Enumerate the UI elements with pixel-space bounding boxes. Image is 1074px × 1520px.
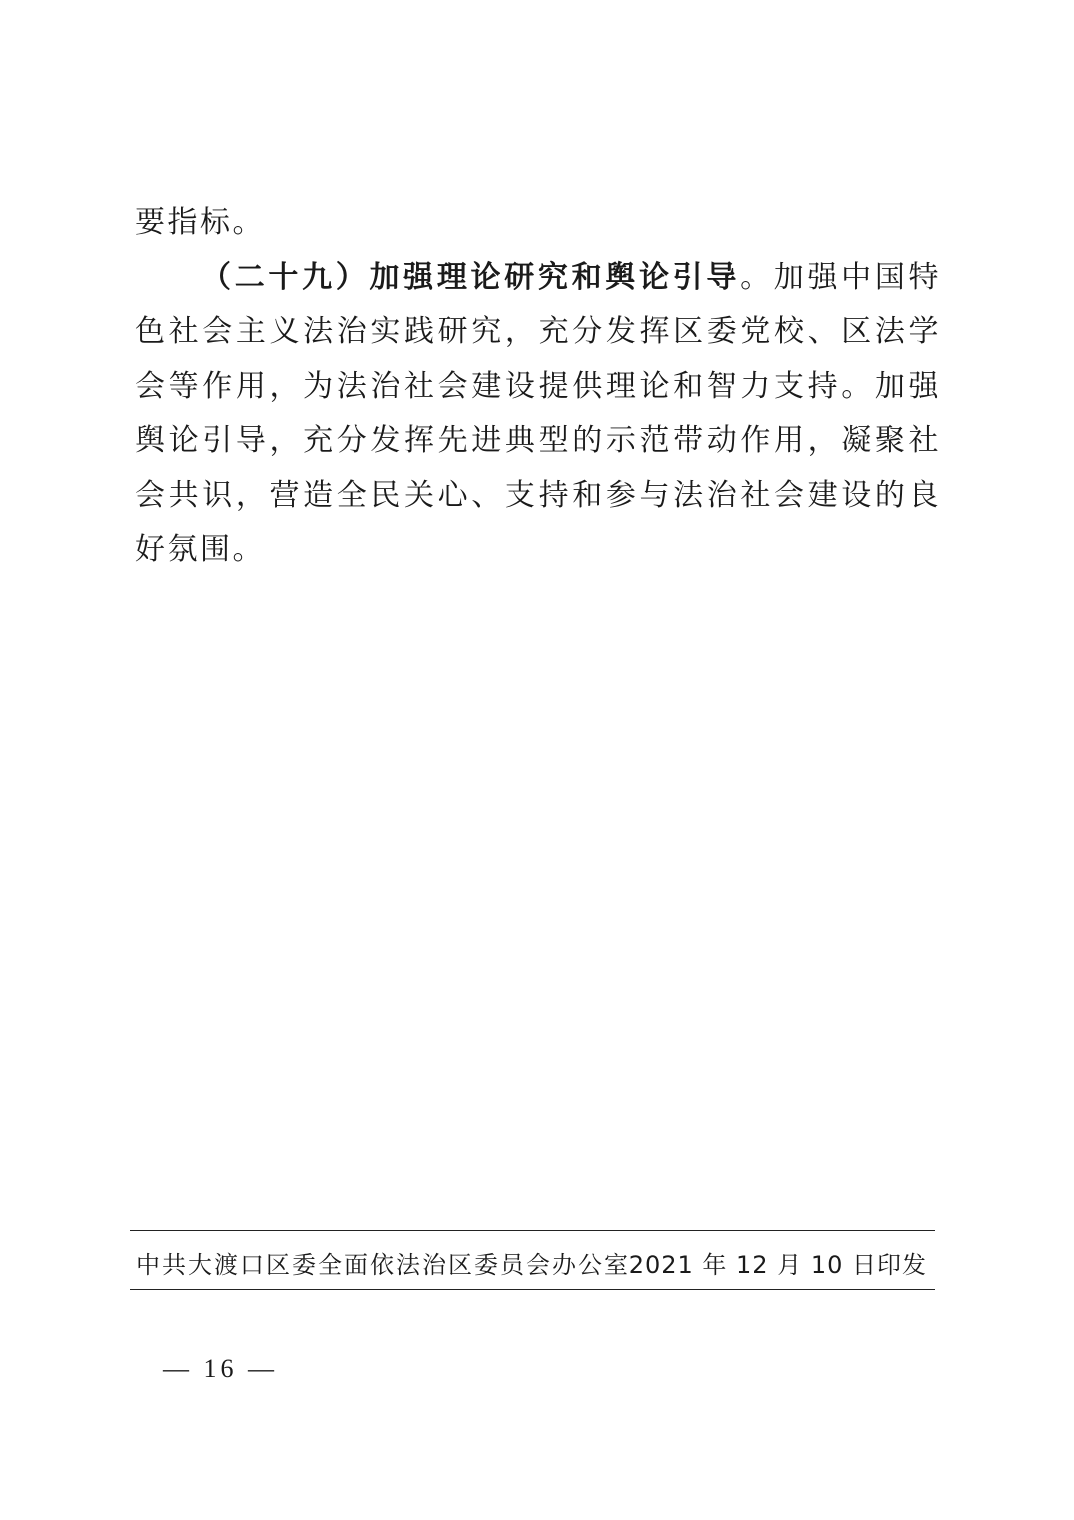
imprint-date: 2021 年 12 月 10 日印发 (628, 1251, 927, 1279)
section-heading-punct: 。 (740, 259, 774, 295)
section-paragraph (135, 251, 941, 578)
imprint-block (130, 1230, 935, 1290)
continuation-paragraph: 要指标。 (135, 205, 265, 240)
section-heading: （二十九）加强理论研究和舆论引导 (201, 259, 741, 295)
section-text: 加强中国特色社会主义法治实践研究，充分发挥区委党校、区法学会等作用，为法治社会建设提供理论和智力支持。加强舆论引导，充分发挥先进典型的示范带动作用，凝聚社会共识，营造全民关心、支持和参与法治社会建设的良好氛围。 (135, 259, 942, 567)
page-number: — 16 — (163, 1354, 278, 1383)
body-text (135, 196, 941, 578)
imprint-organization: 中共大渡口区委全面依法治区委员会办公室 (136, 1251, 630, 1279)
